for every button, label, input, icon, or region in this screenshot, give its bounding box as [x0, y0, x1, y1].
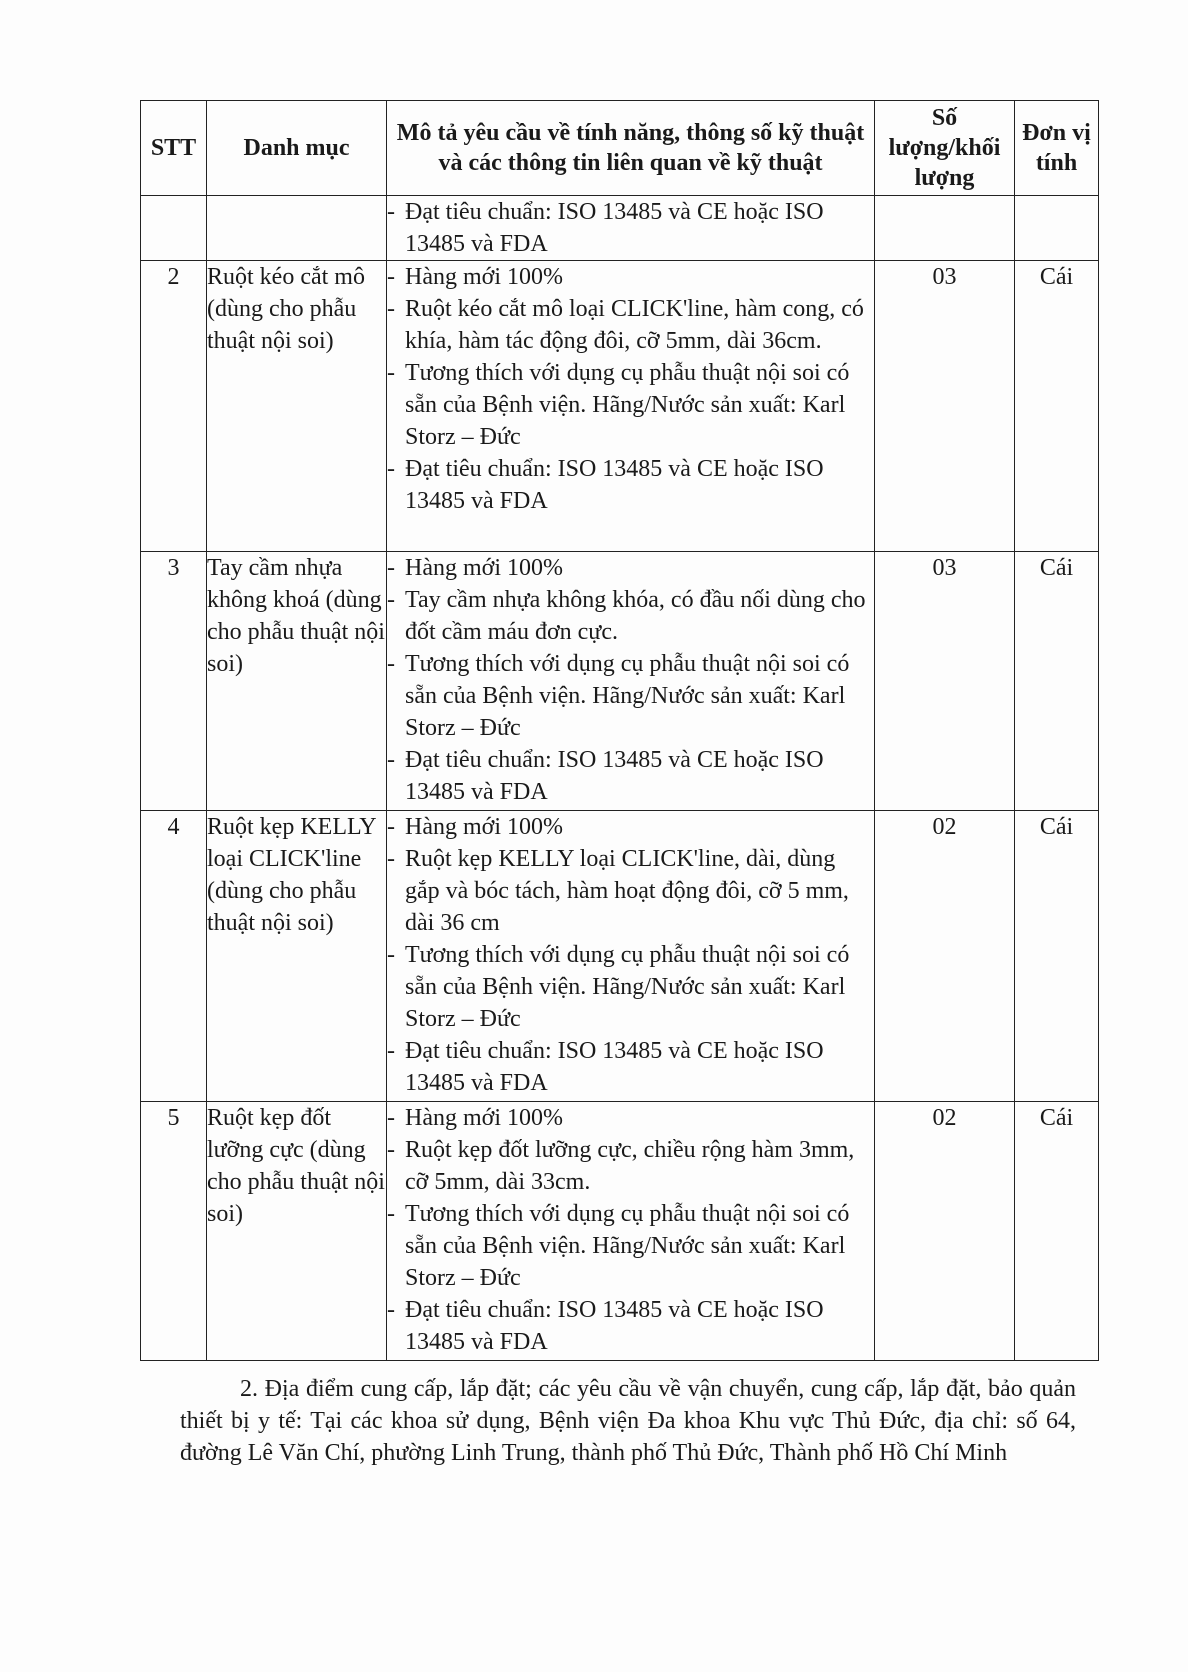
- name-cell: Ruột kẹp KELLY loại CLICK'line (dùng cho phẫu thuật nội soi): [207, 811, 387, 1102]
- bullet-line: - Đạt tiêu chuẩn: ISO 13485 và CE hoặc ISO 13485 và FDA: [387, 199, 824, 257]
- name-cell: Ruột kẹp đốt lưỡng cực (dùng cho phẫu thuật nội soi): [207, 1102, 387, 1361]
- name-cell: Tay cầm nhựa không khoá (dùng cho phẫu thuật nội soi): [207, 552, 387, 811]
- quantity-cell: 03: [875, 552, 1015, 811]
- bullet-line: - Ruột kẹp KELLY loại CLICK'line, dài, dùng gắp và bóc tách, hàm hoạt động đôi, cỡ 5 mm, dài 36 cm: [387, 846, 849, 936]
- stt-cell: 2: [141, 261, 207, 552]
- description-cell: [387, 196, 875, 261]
- equipment-spec-table: [140, 100, 1099, 1361]
- header-stt: STT: [141, 101, 207, 196]
- stt-cell: 3: [141, 552, 207, 811]
- header-unit: Đơn vị tính: [1015, 101, 1099, 196]
- bullet-line: - Hàng mới 100%: [387, 814, 564, 840]
- quantity-cell: 03: [875, 261, 1015, 552]
- bullet-line: - Hàng mới 100%: [387, 1105, 564, 1131]
- table-row: [141, 261, 1099, 552]
- quantity-cell: 02: [875, 811, 1015, 1102]
- stt-cell: [141, 196, 207, 261]
- stt-cell: 5: [141, 1102, 207, 1361]
- table-row: [141, 811, 1099, 1102]
- unit-cell: Cái: [1015, 811, 1099, 1102]
- description-cell: [387, 811, 875, 1102]
- name-cell: [207, 196, 387, 261]
- unit-cell: Cái: [1015, 261, 1099, 552]
- table-row: [141, 1102, 1099, 1361]
- bullet-line: - Đạt tiêu chuẩn: ISO 13485 và CE hoặc ISO 13485 và FDA: [387, 456, 824, 514]
- header-quantity: Số lượng/khối lượng: [875, 101, 1015, 196]
- unit-cell: Cái: [1015, 552, 1099, 811]
- description-cell: [387, 1102, 875, 1361]
- delivery-location-paragraph: [180, 1373, 1076, 1469]
- bullet-line: - Tương thích với dụng cụ phẫu thuật nội soi có sẵn của Bệnh viện. Hãng/Nước sản xuất: Karl Storz – Đức: [387, 942, 850, 1032]
- bullet-line: - Tương thích với dụng cụ phẫu thuật nội soi có sẵn của Bệnh viện. Hãng/Nước sản xuất: Karl Storz – Đức: [387, 360, 850, 450]
- paragraph-text: 2. Địa điểm cung cấp, lắp đặt; các yêu cầu về vận chuyển, cung cấp, lắp đặt, bảo quản thiết bị y tế: Tại các khoa sử dụng, Bệnh viện Đa khoa Khu vực Thủ Đức, địa chỉ: số 64, đường Lê Văn Chí, phường Linh Trung, thành phố Thủ Đức, Thành phố Hồ Chí Minh: [180, 1376, 1076, 1466]
- bullet-line: - Tay cầm nhựa không khóa, có đầu nối dùng cho đốt cầm máu đơn cực.: [387, 587, 866, 645]
- header-category: Danh mục: [207, 101, 387, 196]
- unit-cell: [1015, 196, 1099, 261]
- bullet-line: - Ruột kẹp đốt lưỡng cực, chiều rộng hàm 3mm, cỡ 5mm, dài 33cm.: [387, 1137, 855, 1195]
- description-cell: [387, 261, 875, 552]
- quantity-cell: 02: [875, 1102, 1015, 1361]
- unit-cell: Cái: [1015, 1102, 1099, 1361]
- stt-cell: 4: [141, 811, 207, 1102]
- description-cell: [387, 552, 875, 811]
- bullet-line: - Hàng mới 100%: [387, 264, 564, 290]
- bullet-line: - Hàng mới 100%: [387, 555, 564, 581]
- table-row: [141, 552, 1099, 811]
- header-description: Mô tả yêu cầu về tính năng, thông số kỹ thuật và các thông tin liên quan về kỹ thuật: [387, 101, 875, 196]
- table-row-continuation: [141, 196, 1099, 261]
- bullet-line: - Tương thích với dụng cụ phẫu thuật nội soi có sẵn của Bệnh viện. Hãng/Nước sản xuất: Karl Storz – Đức: [387, 1201, 850, 1291]
- table-header-row: [141, 101, 1099, 196]
- bullet-line: - Ruột kéo cắt mô loại CLICK'line, hàm cong, có khía, hàm tác động đôi, cỡ 5mm, dài 36cm.: [387, 296, 864, 354]
- name-cell: Ruột kéo cắt mô (dùng cho phẫu thuật nội soi): [207, 261, 387, 552]
- quantity-cell: [875, 196, 1015, 261]
- bullet-line: - Đạt tiêu chuẩn: ISO 13485 và CE hoặc ISO 13485 và FDA: [387, 747, 824, 805]
- bullet-line: - Đạt tiêu chuẩn: ISO 13485 và CE hoặc ISO 13485 và FDA: [387, 1297, 824, 1355]
- bullet-line: - Đạt tiêu chuẩn: ISO 13485 và CE hoặc ISO 13485 và FDA: [387, 1038, 824, 1096]
- bullet-line: - Tương thích với dụng cụ phẫu thuật nội soi có sẵn của Bệnh viện. Hãng/Nước sản xuất: Karl Storz – Đức: [387, 651, 850, 741]
